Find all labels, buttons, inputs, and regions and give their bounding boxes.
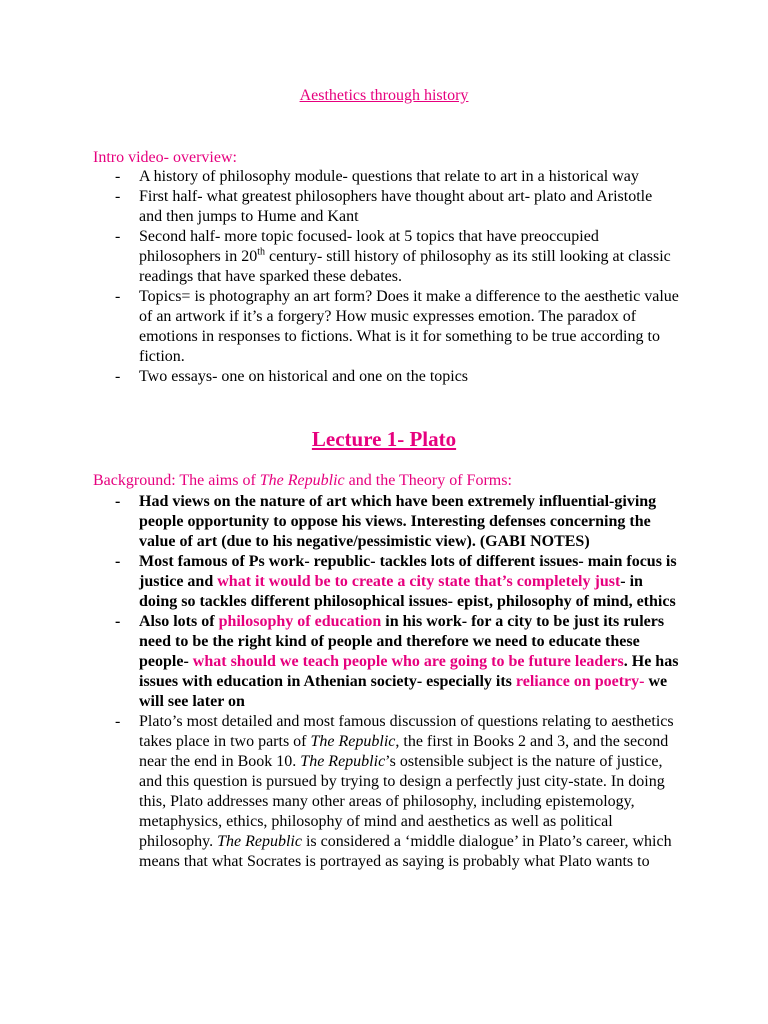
list-item: - Also lots of philosophy of education in his work- for a city to be just its rulers need to be the right kind of people and therefore we need to educate these people- what should we teach people who are going to be future leaders. He has issues with education in Athenian society- especially its reliance on poetry- we will see later on	[115, 613, 679, 710]
lecture-heading: Lecture 1- Plato	[311, 427, 457, 451]
highlight-text: what should we teach people who are going to be future leaders	[192, 653, 624, 670]
bullet-dash: -	[115, 228, 121, 245]
bullet-dash: -	[115, 188, 121, 205]
list-item: - Second half- more topic focused- look at 5 topics that have preoccupied philosophers in 20th century- still history of philosophy as its still looking at classic readings that have sparked these debates.	[115, 228, 671, 285]
document-title: Aesthetics through history	[299, 87, 469, 104]
list-item: - Most famous of Ps work- republic- tackles lots of different issues- main focus is justice and what it would be to create a city state that’s completely just- in doing so tackles different philosophical issues- epist, philosophy of mind, ethics	[115, 553, 677, 610]
list-item: - Two essays- one on historical and one on the topics	[115, 368, 469, 385]
background-heading: Background: The aims of The Republic and the Theory of Forms:	[93, 472, 512, 489]
intro-heading: Intro video- overview:	[93, 149, 237, 166]
intro-list	[0, 167, 679, 387]
bullet-dash: -	[115, 713, 121, 730]
bullet-dash: -	[115, 613, 121, 630]
highlight-text: philosophy of education	[218, 613, 382, 630]
bullet-dash: -	[115, 288, 121, 305]
bullet-dash: -	[115, 168, 121, 185]
list-item: - Topics= is photography an art form? Does it make a difference to the aesthetic value of an artwork if it’s a forgery? How music expresses emotion. The paradox of emotions in responses to fictions. What is it for something to be true according to fiction.	[115, 288, 679, 365]
bullet-dash: -	[115, 493, 121, 510]
list-item: - A history of philosophy module- questions that relate to art in a historical way	[115, 168, 639, 185]
list-item: - Had views on the nature of art which have been extremely influential-giving people opportunity to oppose his views. Interesting defenses concerning the value of art (due to his negative/pessimistic view). (GABI NOTES)	[115, 493, 657, 550]
bullet-dash: -	[115, 553, 121, 570]
list-item: - First half- what greatest philosophers have thought about art- plato and Aristotle and then jumps to Hume and Kant	[115, 188, 653, 225]
highlight-text: reliance on poetry-	[515, 673, 645, 690]
background-list	[0, 492, 679, 872]
list-item: - Plato’s most detailed and most famous discussion of questions relating to aesthetics takes place in two parts of The Republic, the first in Books 2 and 3, and the second near the end in Book 10. The Republic’s ostensible subject is the nature of justice, and this question is pursued by trying to design a perfectly just city-state. In doing this, Plato addresses many other areas of philosophy, including epistemology, metaphysics, ethics, philosophy of mind and aesthetics as well as political philosophy. The Republic is considered a ‘middle dialogue’ in Plato’s career, which means that what Socrates is portrayed as saying is probably what Plato wants to	[115, 713, 674, 870]
bullet-dash: -	[115, 368, 121, 385]
highlight-text: what it would be to create a city state that’s completely just	[217, 573, 621, 590]
